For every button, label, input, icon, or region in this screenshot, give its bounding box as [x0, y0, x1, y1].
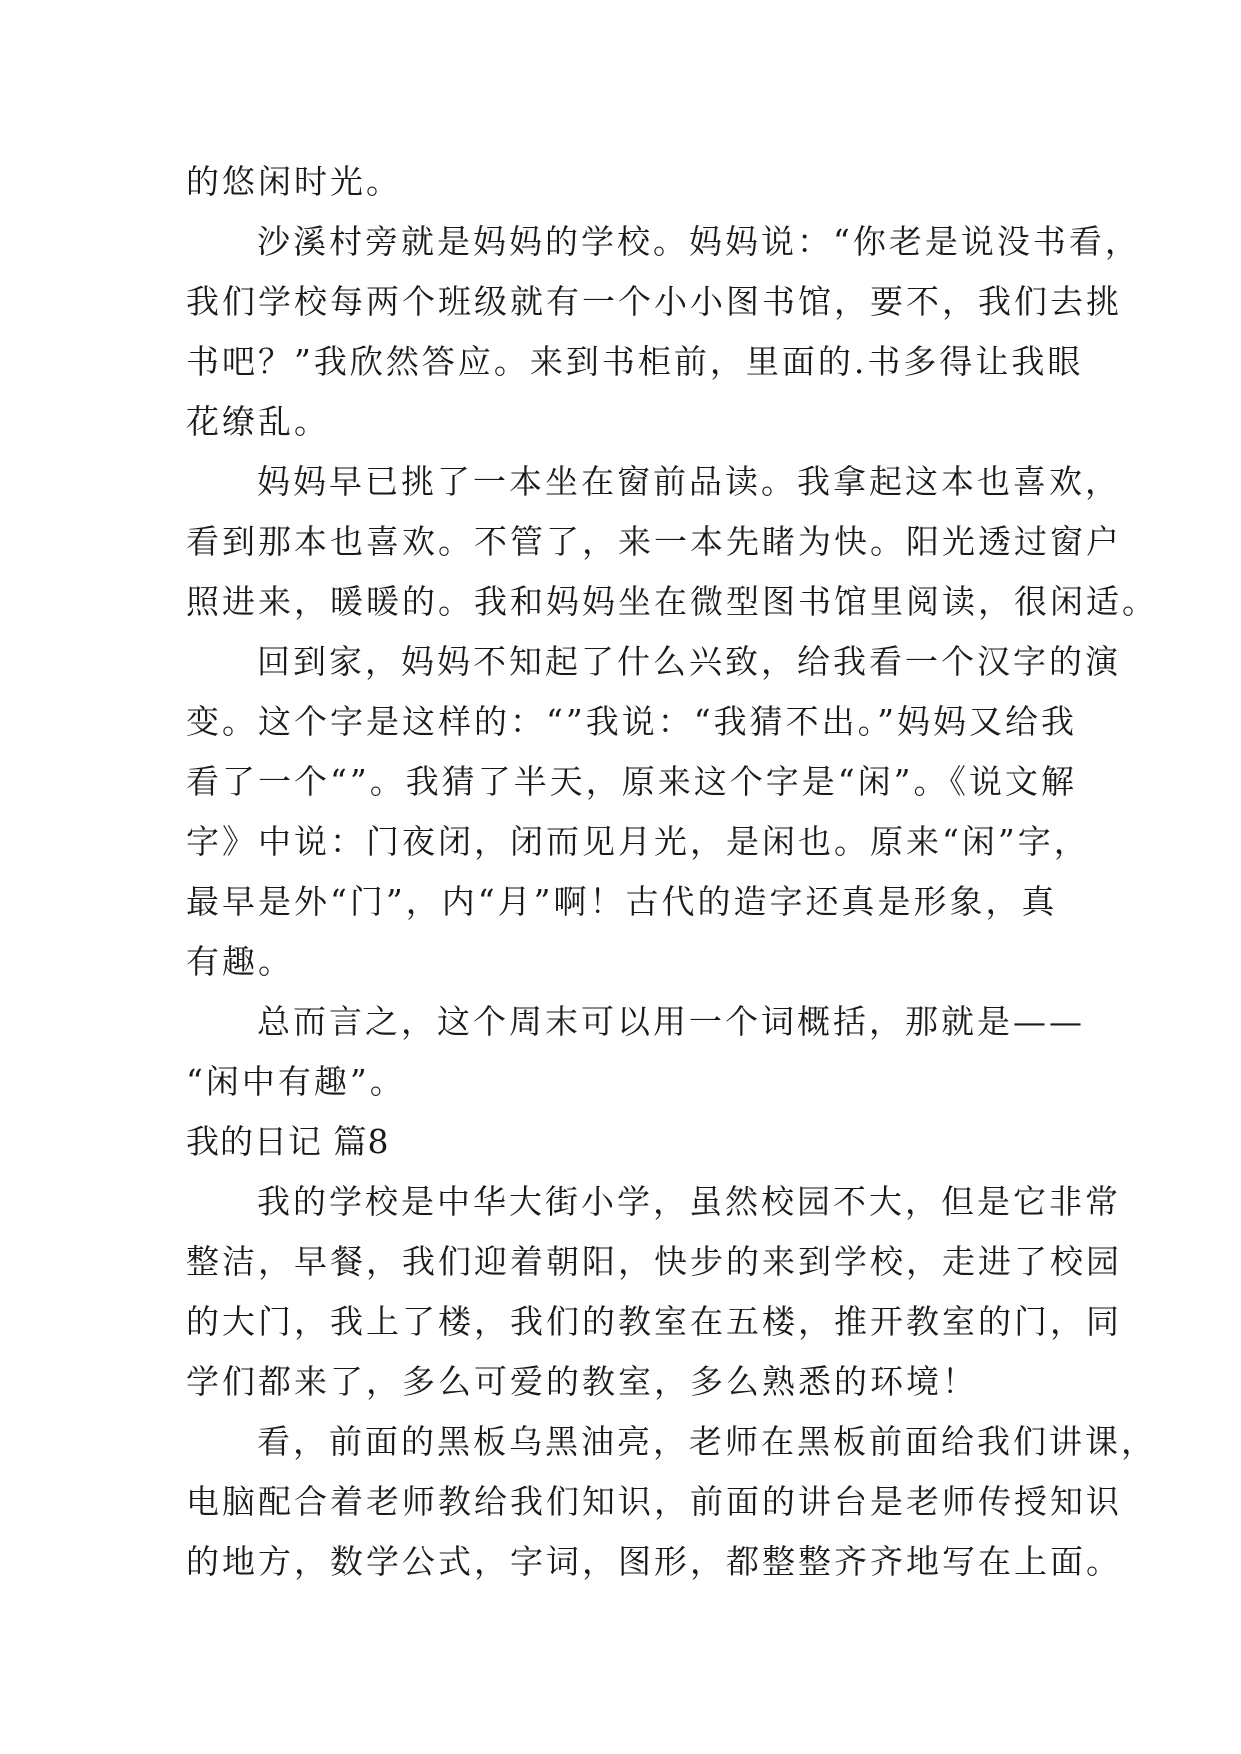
text-line: 看，前面的黑板乌黑油亮，老师在黑板前面给我们讲课， [257, 1422, 1157, 1461]
text-line: 整洁，早餐，我们迎着朝阳，快步的来到学校，走进了校园 [186, 1242, 1122, 1281]
text-line: 的地方，数学公式，字词，图形，都整整齐齐地写在上面。 [186, 1542, 1122, 1581]
text-line: 变。这个字是这样的：“”我说：“我猜不出。”妈妈又给我 [186, 702, 1077, 741]
text-line: 的悠闲时光。 [186, 162, 402, 201]
text-line: 我的学校是中华大街小学，虽然校园不大，但是它非常 [257, 1182, 1121, 1221]
text-line: 最早是外“门”，内“月”啊！古代的造字还真是形象，真 [186, 882, 1058, 921]
text-line: “闲中有趣”。 [186, 1062, 406, 1101]
text-line: 字》中说：门夜闭，闭而见月光，是闲也。原来“闲”字， [186, 822, 1090, 861]
text-line: 总而言之，这个周末可以用一个词概括，那就是—— [257, 1002, 1085, 1041]
text-line: 沙溪村旁就是妈妈的学校。妈妈说：“你老是说没书看， [257, 222, 1141, 261]
text-line: 照进来，暖暖的。我和妈妈坐在微型图书馆里阅读，很闲适。 [186, 582, 1158, 621]
text-line: 的大门，我上了楼，我们的教室在五楼，推开教室的门，同 [186, 1302, 1122, 1341]
section-title: 我的日记 篇8 [186, 1122, 390, 1161]
text-line: 学们都来了，多么可爱的教室，多么熟悉的环境！ [186, 1362, 978, 1401]
text-line: 看到那本也喜欢。不管了，来一本先睹为快。阳光透过窗户 [186, 522, 1122, 561]
diary-text [186, 152, 1158, 1592]
text-line: 有趣。 [186, 942, 294, 981]
text-line: 看了一个“”。我猜了半天，原来这个字是“闲”。《说文解 [186, 762, 1077, 801]
text-line: 我们学校每两个班级就有一个小小图书馆，要不，我们去挑 [186, 282, 1122, 321]
text-line: 花缭乱。 [186, 402, 330, 441]
text-line: 书吧？”我欣然答应。来到书柜前，里面的.书多得让我眼 [186, 342, 1084, 381]
text-line: 电脑配合着老师教给我们知识，前面的讲台是老师传授知识 [186, 1482, 1122, 1521]
text-line: 妈妈早已挑了一本坐在窗前品读。我拿起这本也喜欢， [257, 462, 1121, 501]
text-line: 回到家，妈妈不知起了什么兴致，给我看一个汉字的演 [257, 642, 1121, 681]
